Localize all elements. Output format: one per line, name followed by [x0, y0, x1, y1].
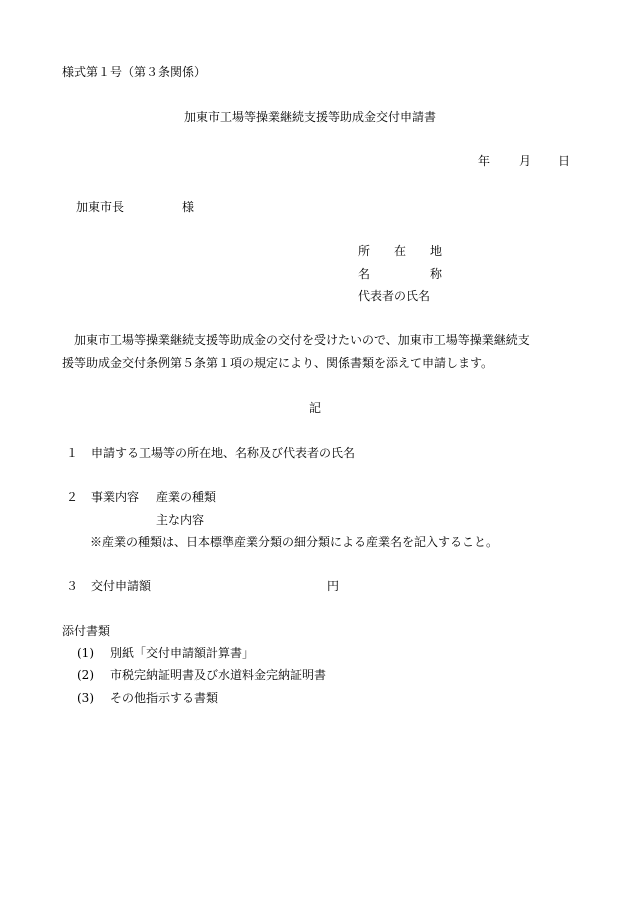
item-1-number: １	[66, 446, 79, 460]
date-month: 月	[519, 154, 532, 168]
body-text-line-1: 加東市工場等操業継続支援等助成金の交付を受けたいので、加東市工場等操業継続支	[62, 333, 530, 347]
applicant-name-label: 名 称	[358, 267, 443, 281]
attachment-2-text: 市税完納証明書及び水道料金完納証明書	[110, 668, 327, 682]
addressee-name: 加東市長	[76, 200, 125, 214]
attachment-1-text: 別紙「交付申請額計算書」	[110, 646, 255, 660]
applicant-representative-label: 代表者の氏名	[358, 289, 431, 303]
attachments-heading: 添付書類	[62, 624, 111, 638]
item-3-label: 交付申請額	[91, 579, 152, 593]
addressee-honorific: 様	[182, 200, 195, 214]
item-2-industry-type: 産業の種類	[156, 490, 217, 504]
body-text-line-2: 援等助成金交付条例第５条第１項の規定により、関係書類を添えて申請します。	[62, 356, 494, 370]
item-3-number: ３	[66, 579, 79, 593]
attachment-1-number: (1)	[77, 646, 94, 660]
form-number: 様式第１号（第３条関係）	[62, 65, 207, 79]
attachment-3-text: その他指示する書類	[110, 691, 219, 705]
item-1-text: 申請する工場等の所在地、名称及び代表者の氏名	[91, 446, 356, 460]
applicant-address-label: 所 在 地	[358, 244, 443, 258]
attachment-3-number: (3)	[77, 691, 94, 705]
attachment-2-number: (2)	[77, 668, 94, 682]
date-day: 日	[558, 154, 571, 168]
date-year: 年	[478, 154, 491, 168]
item-2-main-content: 主な内容	[156, 513, 205, 527]
item-2-label: 事業内容	[91, 490, 140, 504]
document-title: 加東市工場等操業継続支援等助成金交付申請書	[184, 110, 437, 124]
item-3-unit: 円	[327, 579, 340, 593]
item-2-number: ２	[66, 490, 79, 504]
ki-heading: 記	[309, 401, 322, 415]
item-2-note: ※産業の種類は、日本標準産業分類の細分類による産業名を記入すること。	[90, 535, 499, 549]
